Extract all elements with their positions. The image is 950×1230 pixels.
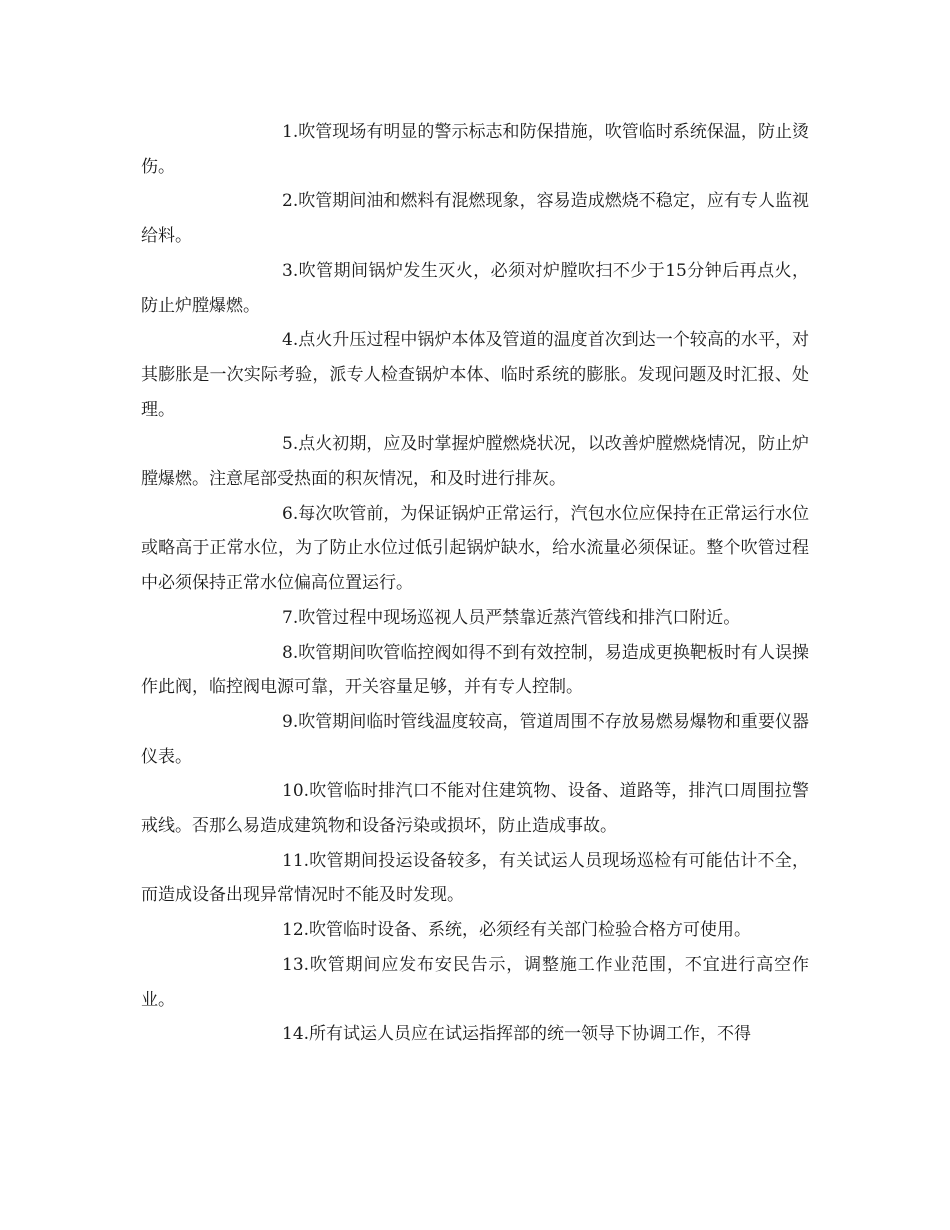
- paragraph-9: 9.吹管期间临时管线温度较高，管道周围不存放易燃易爆物和重要仪器仪表。: [141, 711, 809, 767]
- paragraph-11: 11.吹管期间投运设备较多，有关试运人员现场巡检有可能估计不全，而造成设备出现异常情况时不能及时发现。: [141, 850, 809, 906]
- paragraph-8: 8.吹管期间吹管临控阀如得不到有效控制，易造成更换靶板时有人误操作此阀，临控阀电源可靠，开关容量足够，并有专人控制。: [141, 642, 809, 698]
- paragraph-6: 6.每次吹管前，为保证锅炉正常运行，汽包水位应保持在正常运行水位或略高于正常水位，为了防止水位过低引起锅炉缺水，给水流量必须保证。整个吹管过程中必须保持正常水位偏高位置运行。: [141, 503, 809, 594]
- paragraph-14: 14.所有试运人员应在试运指挥部的统一领导下协调工作，不得: [282, 1024, 752, 1045]
- paragraph-7: 7.吹管过程中现场巡视人员严禁靠近蒸汽管线和排汽口附近。: [282, 607, 741, 628]
- paragraph-12: 12.吹管临时设备、系统，必须经有关部门检验合格方可使用。: [282, 920, 752, 941]
- document-body: [141, 115, 809, 1052]
- paragraph-2: 2.吹管期间油和燃料有混燃现象，容易造成燃烧不稳定，应有专人监视给料。: [141, 191, 809, 247]
- paragraph-1: 1.吹管现场有明显的警示标志和防保措施，吹管临时系统保温，防止烫伤。: [141, 122, 809, 177]
- paragraph-3: 3.吹管期间锅炉发生灭火，必须对炉膛吹扫不少于15分钟后再点火，防止炉膛爆燃。: [141, 260, 809, 316]
- paragraph-10: 10.吹管临时排汽口不能对住建筑物、设备、道路等，排汽口周围拉警戒线。否那么易造成建筑物和设备污染或损坏，防止造成事故。: [141, 781, 809, 837]
- paragraph-4: 4.点火升压过程中锅炉本体及管道的温度首次到达一个较高的水平，对其膨胀是一次实际考验，派专人检查锅炉本体、临时系统的膨胀。发现问题及时汇报、处理。: [141, 330, 809, 420]
- paragraph-5: 5.点火初期，应及时掌握炉膛燃烧状况，以改善炉膛燃烧情况，防止炉膛爆燃。注意尾部受热面的积灰情况，和及时进行排灰。: [141, 434, 809, 490]
- paragraph-13: 13.吹管期间应发布安民告示，调整施工作业范围，不宜进行高空作业。: [141, 954, 809, 1010]
